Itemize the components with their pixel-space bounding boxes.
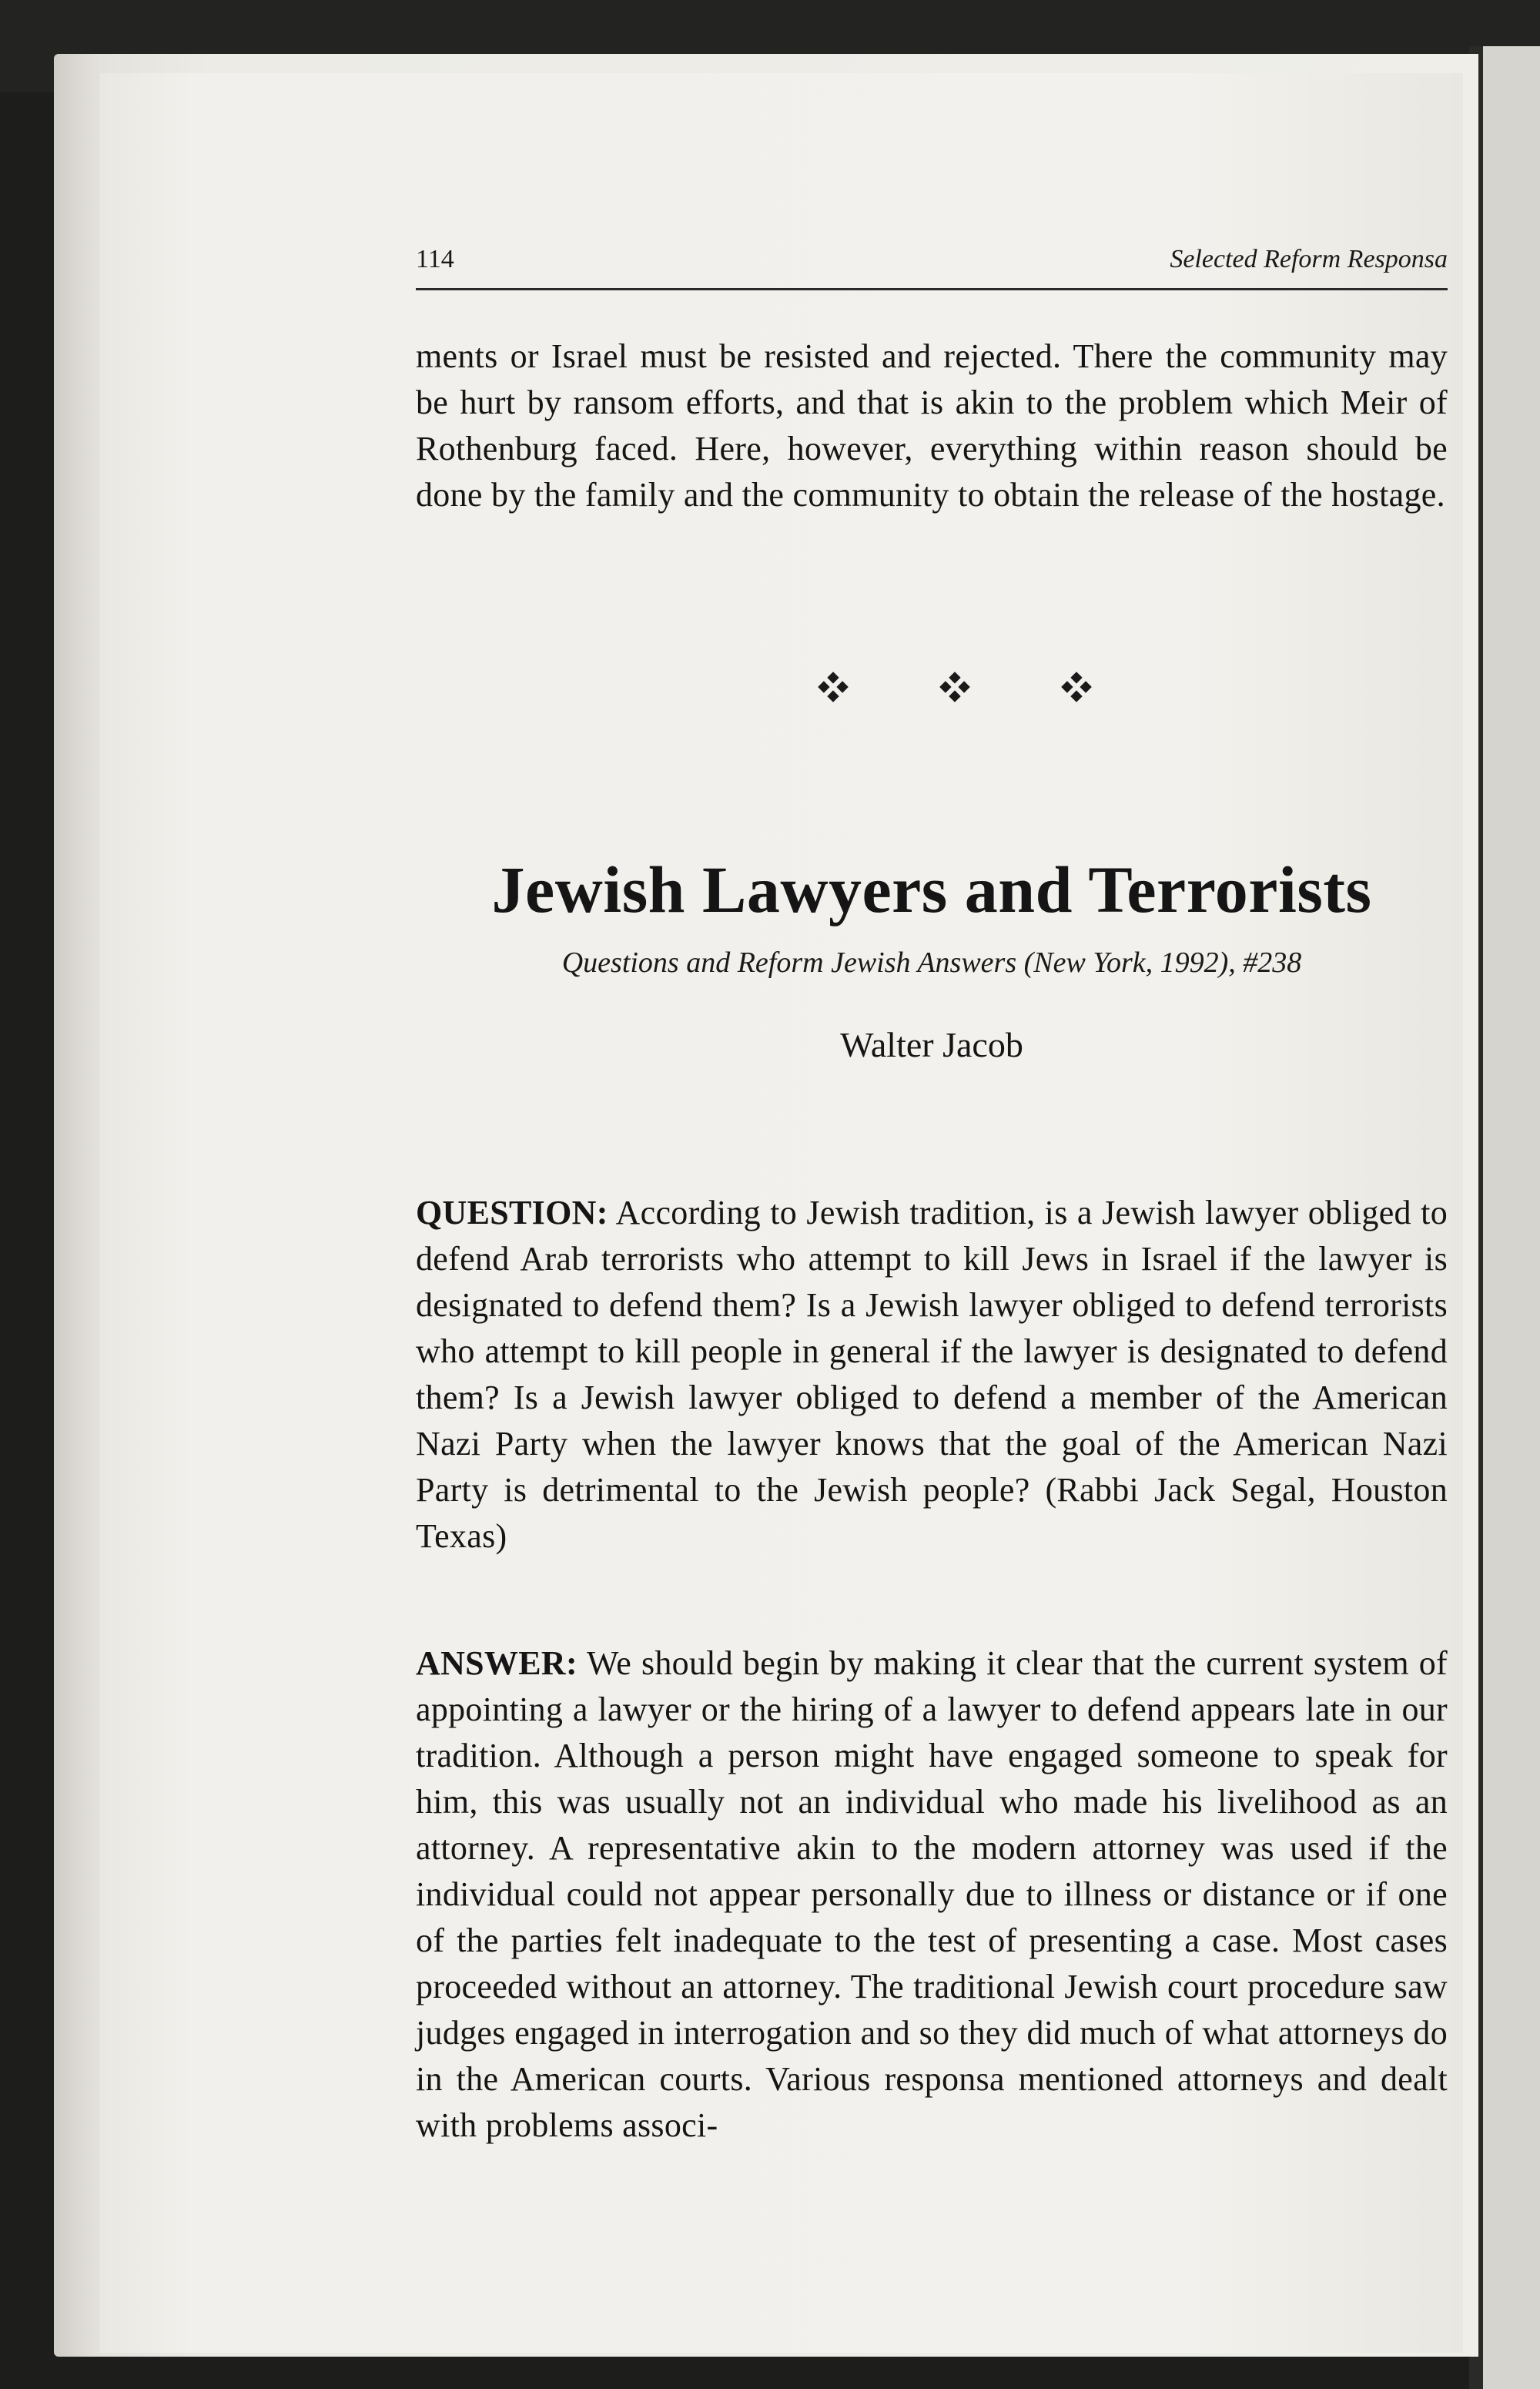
- answer-label: ANSWER:: [416, 1644, 578, 1682]
- answer-paragraph: [416, 1640, 1448, 2149]
- question-text: According to Jewish tradition, is a Jewish lawyer obliged to defend Arab terrorists who attempt to kill Jews in Israel if the lawyer is designated to defend them? Is a Jewish lawyer obliged to defend terrorists who attempt to kill people in general if the lawyer is designated to defend them? Is a Jewish lawyer obliged to defend a member of the American Nazi Party when the lawyer knows that the goal of the American Nazi Party is detrimental to the Jewish people? (Rabbi Jack Segal, Houston Texas): [416, 1194, 1448, 1555]
- running-head: Selected Reform Responsa: [1170, 245, 1448, 273]
- diamond-ornament-icon: [1060, 670, 1093, 704]
- page-number: 114: [416, 245, 454, 273]
- previous-responsum-closing-paragraph: ments or Israel must be resisted and rejected. There the community may be hurt by ransom efforts, and that is akin to the problem which Meir of Rothenburg faced. Here, however, everything within reason should be done by the family and the community to obtain the release of the hostage.: [416, 337, 1448, 514]
- article-author: Walter Jacob: [840, 1025, 1023, 1064]
- question-label: QUESTION:: [416, 1194, 608, 1231]
- diamond-ornament-icon: [938, 670, 972, 704]
- section-divider: [816, 670, 1093, 704]
- article-title: Jewish Lawyers and Terrorists: [491, 853, 1372, 926]
- article-source: Questions and Reform Jewish Answers (New York, 1992), #238: [561, 947, 1302, 979]
- facing-page-edge: [1469, 46, 1540, 2389]
- answer-text: We should begin by making it clear that the current system of appointing a lawyer or the hiring of a lawyer to defend appears late in our tradition. Although a person might have engaged someone to speak for him, this was usually not an individual who made his livelihood as an attorney. A representative akin to the modern attorney was used if the individual could not appear personally due to illness or distance or if one of the parties felt inadequate to the test of presenting a case. Most cases proceeded without an attorney. The traditional Jewish court procedure saw judges engaged in interrogation and so they did much of what attorneys do in the American courts. Various responsa mentioned attorneys and dealt with problems associ-: [416, 1644, 1448, 2144]
- question-paragraph: [416, 1190, 1448, 1560]
- diamond-ornament-icon: [816, 670, 850, 704]
- page-header: [416, 245, 1448, 290]
